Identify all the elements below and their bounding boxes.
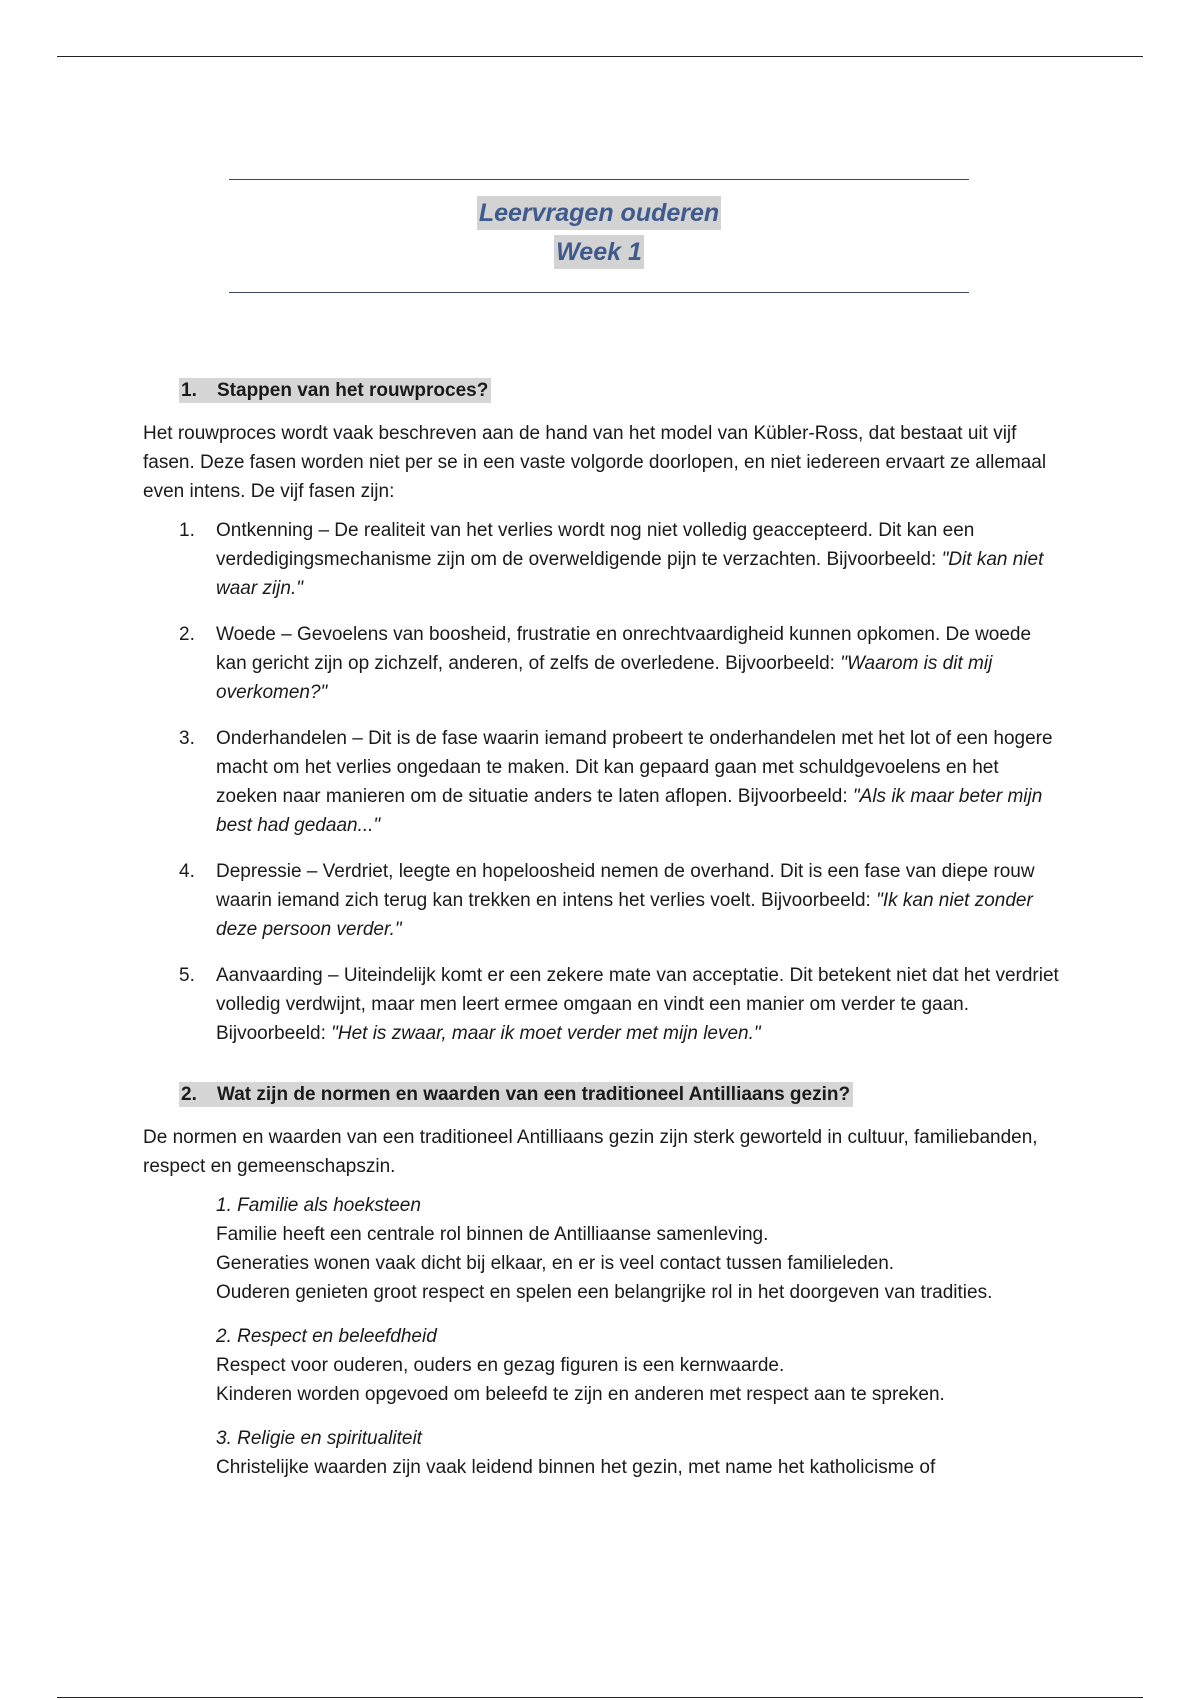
section-2-intro: De normen en waarden van een traditioneel Antilliaans gezin zijn sterk geworteld in cultuur, familiebanden, respect en gemeenschapszin.: [143, 1127, 1038, 1177]
subsection-line: Christelijke waarden zijn vaak leidend binnen het gezin, met name het katholicisme of: [216, 1457, 936, 1478]
section-1-intro: Het rouwproces wordt vaak beschreven aan de hand van het model van Kübler-Ross, dat bestaat uit vijf fasen. Deze fasen worden niet per se in een vaste volgorde doorlopen, en niet iedereen ervaart ze allemaal even intens. De vijf fasen zijn:: [143, 423, 1047, 502]
subsection-familie: [143, 1191, 1063, 1307]
section-1-number: 1.: [181, 380, 197, 401]
list-item: [143, 857, 1063, 944]
list-item: [143, 516, 1063, 603]
title-top-rule: [229, 179, 969, 180]
subsection-title: 3. Religie en spiritualiteit: [216, 1428, 422, 1449]
title-bottom-rule: [229, 292, 969, 293]
list-item-quote: "Dit kan niet waar zijn.": [216, 549, 1044, 599]
list-item-quote: "Ik kan niet zonder deze persoon verder.": [216, 890, 1033, 940]
list-item-number: 3.: [179, 728, 195, 749]
list-item-number: 1.: [179, 520, 195, 541]
list-item: [143, 961, 1063, 1048]
section-2-number: 2.: [181, 1084, 197, 1105]
subsection-line: Ouderen genieten groot respect en spelen een belangrijke rol in het doorgeven van tradities.: [216, 1282, 993, 1303]
list-item-quote: "Het is zwaar, maar ik moet verder met mijn leven.": [331, 1023, 761, 1044]
section-2-heading-text: Wat zijn de normen en waarden van een traditioneel Antilliaans gezin?: [217, 1084, 851, 1105]
subsection-line: Respect voor ouderen, ouders en gezag figuren is een kernwaarde.: [216, 1355, 785, 1376]
document-body: [143, 376, 1063, 1497]
section-1-heading-text: Stappen van het rouwproces?: [217, 380, 489, 401]
list-item-text: Woede – Gevoelens van boosheid, frustratie en onrechtvaardigheid kunnen opkomen. De woede kan gericht zijn op zichzelf, anderen, of zelfs de overledene. Bijvoorbeeld:: [216, 624, 1032, 674]
list-item-number: 5.: [179, 965, 195, 986]
list-item-number: 4.: [179, 861, 195, 882]
section-1-heading: [179, 376, 1063, 406]
list-item: [143, 724, 1063, 840]
section-2-heading: [179, 1080, 1063, 1110]
list-item-number: 2.: [179, 624, 195, 645]
grief-stages-list: [143, 516, 1063, 1048]
page-bottom-rule: [57, 1697, 1143, 1698]
subsection-title: 2. Respect en beleefdheid: [216, 1326, 437, 1347]
list-item-text: Aanvaarding – Uiteindelijk komt er een zekere mate van acceptatie. Dit betekent niet dat het verdriet volledig verdwijnt, maar men leert ermee omgaan en vindt een manier om verder te gaan. Bijvoorbeeld:: [216, 965, 1059, 1044]
list-item-quote: "Als ik maar beter mijn best had gedaan...": [216, 786, 1043, 836]
subsection-religie: [143, 1424, 1063, 1482]
title-line-1: Leervragen ouderen: [477, 196, 721, 230]
document-title: [229, 196, 969, 274]
list-item-text: Ontkenning – De realiteit van het verlies wordt nog niet volledig geaccepteerd. Dit kan een verdedigingsmechanisme zijn om de overweldigende pijn te verzachten. Bijvoorbeeld:: [216, 520, 975, 570]
title-line-2: Week 1: [554, 235, 644, 269]
list-item-quote: "Waarom is dit mij overkomen?": [216, 653, 993, 703]
list-item-text: Onderhandelen – Dit is de fase waarin iemand probeert te onderhandelen met het lot of een hogere macht om het verlies ongedaan te maken. Dit kan gepaard gaan met schuldgevoelens en het zoeken naar manieren om de situatie anders te laten aflopen. Bijvoorbeeld:: [216, 728, 1053, 807]
subsection-line: Familie heeft een centrale rol binnen de Antilliaanse samenleving.: [216, 1224, 769, 1245]
subsection-line: Kinderen worden opgevoed om beleefd te zijn en anderen met respect aan te spreken.: [216, 1384, 945, 1405]
page-top-rule: [57, 56, 1143, 57]
list-item: [143, 620, 1063, 707]
list-item-text: Depressie – Verdriet, leegte en hopeloosheid nemen de overhand. Dit is een fase van diepe rouw waarin iemand zich terug kan trekken en intens het verlies voelt. Bijvoorbeeld:: [216, 861, 1035, 911]
subsection-title: 1. Familie als hoeksteen: [216, 1195, 421, 1216]
subsection-line: Generaties wonen vaak dicht bij elkaar, en er is veel contact tussen familieleden.: [216, 1253, 895, 1274]
subsection-respect: [143, 1322, 1063, 1409]
